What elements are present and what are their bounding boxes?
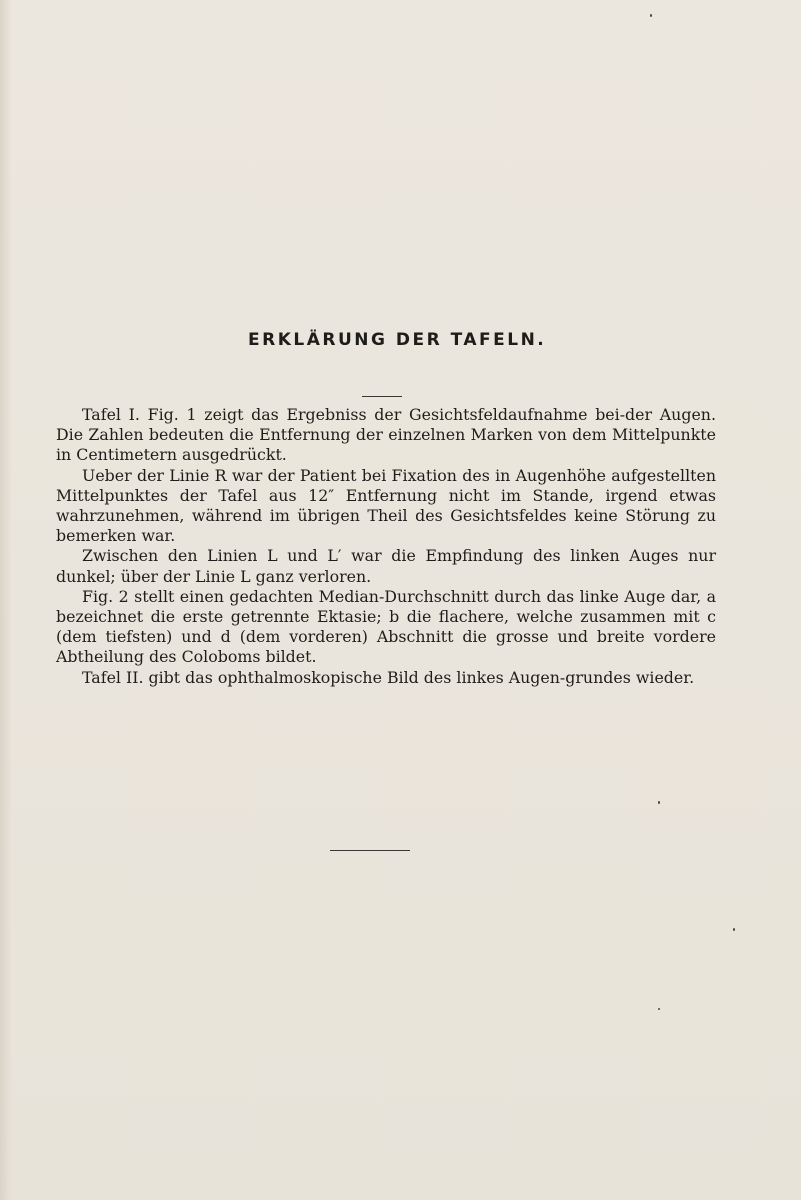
closing-rule [330,850,410,851]
page-binding-edge [0,0,12,1200]
print-speck [650,14,652,17]
paragraph: Fig. 2 stellt einen gedachten Median-Durchschnitt durch das linke Auge dar, a bezeichnet die erste getrennte Ektasie; b die flachere, welche zusammen mit c (dem tiefsten) und d (dem vorderen) Abschnitt die grosse und breite vordere Abtheilung des Coloboms bildet. [56,586,716,667]
print-speck [658,1008,660,1010]
heading-rule [362,396,402,397]
print-speck [658,801,660,804]
paragraph: Tafel II. gibt das ophthalmoskopische Bild des linkes Augen-grundes wieder. [82,667,695,687]
body-text [56,405,716,688]
print-speck [733,928,735,931]
paragraph: Ueber der Linie R war der Patient bei Fixation des in Augenhöhe aufgestellten Mittelpunktes der Tafel aus 12″ Entfernung nicht im Stande, irgend etwas wahrzunehmen, während im übrigen Theil des Gesichtsfeldes keine Störung zu bemerken war. [56,465,716,546]
paragraph: Tafel I. Fig. 1 zeigt das Ergebniss der Gesichtsfeldaufnahme bei-der Augen. Die Zahlen bedeuten die Entfernung der einzelnen Marken von dem Mittelpunkte in Centimetern ausgedrückt. [56,405,716,465]
paragraph: Zwischen den Linien L und L′ war die Empfindung des linken Auges nur dunkel; über der Linie L ganz verloren. [56,546,716,586]
page-heading: ERKLÄRUNG DER TAFELN. [248,330,547,350]
